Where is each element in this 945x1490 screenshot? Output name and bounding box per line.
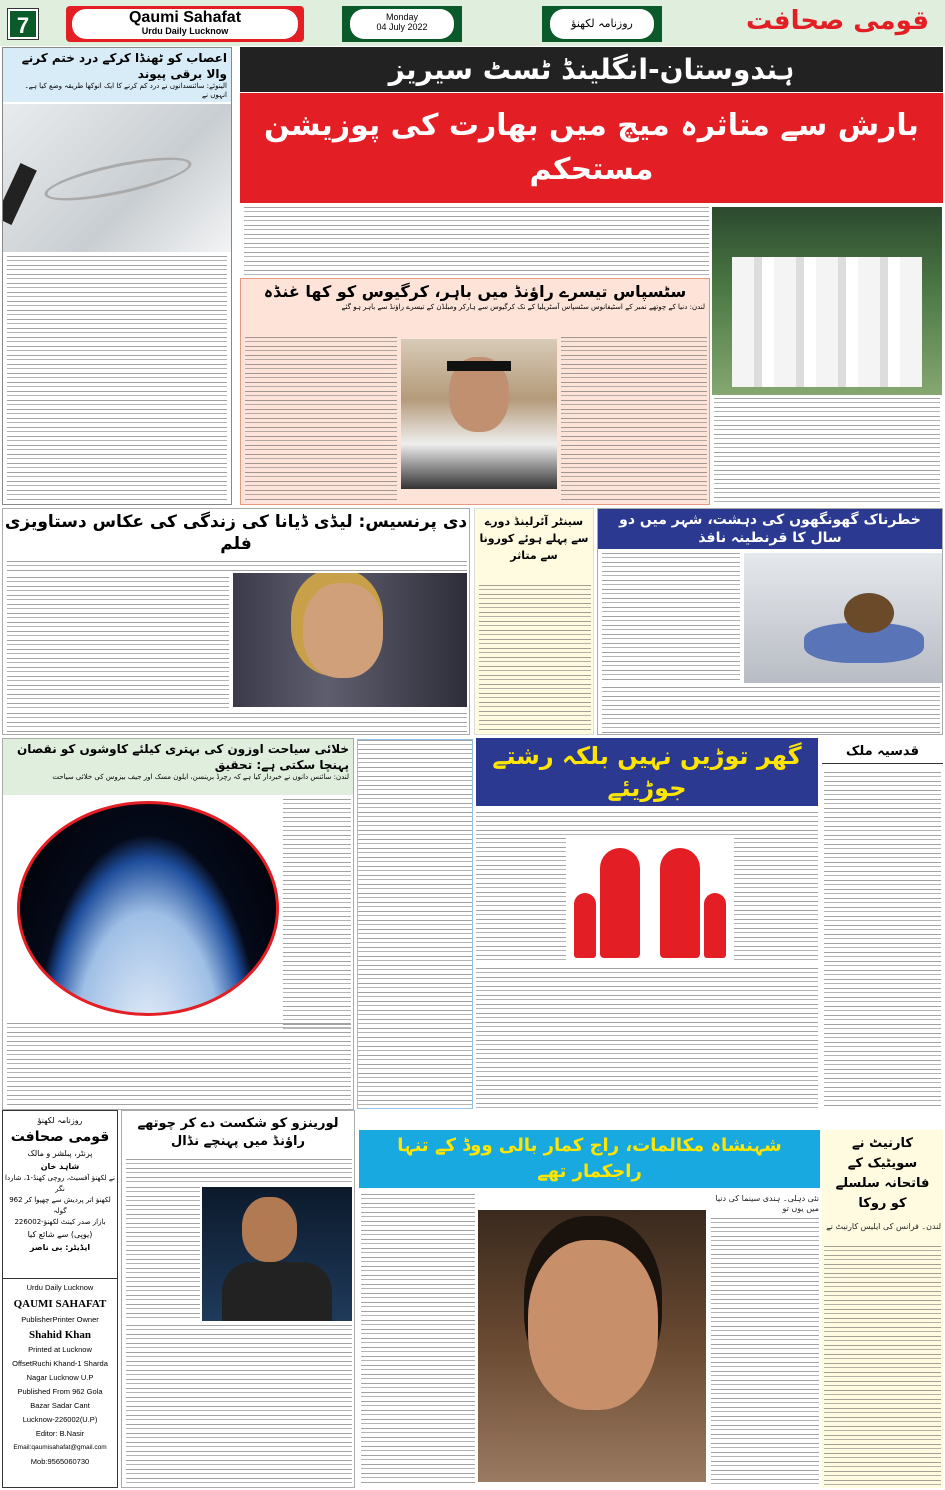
body-text (602, 553, 740, 683)
cricket-headline: بارش سے متاثرہ میچ میں بھارت کی پوزیشن مستحکم (240, 93, 943, 203)
lead: لندن: دنیا کے چوتھے نمبر کے اسٹیفانوس سٹسپاس آسٹریلیا کے نک کرگیوس سے ہارکر ومبلڈن کے تیسرے راؤنڈ سے باہر ہو گئے (341, 303, 705, 311)
imprint-ur: شاہد خان (40, 1162, 80, 1171)
cricket-photo (712, 207, 942, 395)
imprint-en: Printed at Lucknow (28, 1345, 92, 1354)
imprint-en: Editor: B.Nasir (35, 1429, 85, 1438)
body-text (602, 687, 940, 733)
body-text (824, 772, 941, 1108)
headline: لورینزو کو شکست دے کر چوتھے راؤنڈ میں پہنچے نڈال (137, 1116, 339, 1149)
headline: دی پرنسیس: لیڈی ڈیانا کی زندگی کی عکاس دستاویزی فلم (4, 512, 468, 554)
imprint-ur: بازار صدر کینٹ لکھنؤ-226002 (14, 1218, 106, 1226)
body-text (7, 577, 229, 709)
column-qudsia (822, 740, 943, 1110)
article-family (476, 738, 818, 1110)
imprint-ur: (یوپی) سے شائع کیا (27, 1230, 93, 1239)
body-text (7, 561, 467, 571)
article-ireland (474, 508, 594, 735)
body-text (283, 799, 351, 1031)
headline: خلائی سیاحت اوزون کی بہتری کیلئے کاوشوں کو نقصان پہنچا سکتی ہے: تحقیق (16, 742, 349, 772)
article-garcia (822, 1130, 943, 1488)
lead: الینوئے: سائنسدانوں نے درد کم کرنے کا ایک انوکھا طریقہ وضع کیا ہے۔ انہوں نے (24, 82, 227, 99)
headline: شہنشاہ مکالمات، راج کمار بالی ووڈ کے تنہا راجکمار تھے (359, 1130, 820, 1188)
lead: لندن: سائنس دانوں نے خبردار کیا ہے کہ رچرڈ برینسن، ایلون مسک اور جیف بیزوس کی خلائی سیاحت (52, 773, 349, 781)
cricket-kicker: ہندوستان-انگلینڈ ٹسٹ سیریز (240, 47, 943, 92)
imprint-ur: ایڈیٹر: بی ناصر (29, 1243, 91, 1252)
imprint-en: OffsetRuchi Khand-1 Sharda (12, 1359, 108, 1368)
page-number: 7 (8, 9, 38, 39)
rajkumar-photo (478, 1210, 706, 1482)
earth-photo (17, 801, 279, 1016)
imprint-en: Mob:9565060730 (30, 1457, 90, 1466)
imprint-en: PublisherPrinter Owner (21, 1315, 99, 1324)
imprint-en: Email:qaumisahafat@gmail.com (13, 1444, 107, 1451)
body-text (476, 968, 818, 1108)
body-text (361, 1194, 475, 1486)
imprint-ur: روزنامہ لکھنؤ (37, 1116, 83, 1125)
day: Monday (385, 12, 419, 22)
headline: خطرناک گھونگھوں کی دہشت، شہر میں دو سال کا قرنطینہ نافذ (598, 509, 942, 549)
imprint-en: QAUMI SAHAFAT (13, 1298, 107, 1310)
headline: سٹسپاس تیسرے راؤنڈ میں باہر، کرگیوس کو کھا غنڈہ (263, 282, 687, 301)
imprint-ur: لکھنؤ اتر پردیش سے چھپوا کر 962 گولہ (9, 1196, 111, 1215)
imprint-ur: قومی صحافت (10, 1129, 110, 1145)
headline: گھر توڑیں نہیں بلکہ رشتے جوڑیئے (476, 738, 818, 806)
imprint-en: Published From 962 Gola (17, 1387, 103, 1396)
article-nerve-patch (2, 47, 232, 505)
lead: نئی دہلی۔ ہندی سینما کی دنیا میں یوں تو (711, 1194, 819, 1214)
lead: لندن۔ فرانس کی ایلیس کارنیٹ نے (824, 1222, 941, 1232)
family-illustration (570, 838, 730, 963)
body-text (245, 337, 397, 503)
patch-photo (3, 104, 231, 252)
imprint-ur: نے لکھنؤ آفسیٹ، روچی کھنڈ-1، شاردا نگر (5, 1174, 115, 1193)
article-snails (597, 508, 943, 735)
body-text (126, 1325, 352, 1485)
body-text (476, 812, 818, 836)
article-rajkumar (359, 1130, 820, 1488)
snail-photo (744, 553, 942, 683)
date-box (342, 6, 462, 42)
headline: سینٹر آئرلینڈ دورے سے پہلے ہوئے کورونا سے متاثر (479, 515, 589, 562)
tsitsipas-photo (401, 339, 557, 489)
article-space (2, 738, 354, 1110)
diana-photo (233, 573, 467, 707)
body-text (734, 838, 818, 963)
column-text (358, 740, 472, 1108)
nadal-photo (202, 1187, 352, 1321)
body-text (561, 337, 707, 503)
article-tsitsipas (240, 278, 710, 505)
body-text (711, 1218, 819, 1486)
cricket-body-2 (714, 398, 940, 502)
imprint-en: Nagar Lucknow U.P (26, 1373, 94, 1382)
masthead (0, 0, 945, 46)
body-text (479, 585, 591, 733)
headline: کارنیٹ نے سویٹیک کے فاتحانہ سلسلے کو روکا (835, 1136, 930, 1211)
name-en: Qaumi Sahafat (128, 9, 242, 26)
imprint-ur: پرنٹر، پبلشر و مالک (27, 1149, 93, 1158)
english-nameplate (66, 6, 304, 42)
article-diana (2, 508, 470, 735)
body-text (126, 1187, 200, 1321)
imprint-en: Bazar Sadar Cant (30, 1401, 90, 1410)
cricket-body (244, 207, 709, 275)
body-text (7, 256, 227, 502)
imprint-en: Lucknow-226002(U.P) (22, 1415, 98, 1424)
roznama-box (542, 6, 662, 42)
body-text (7, 713, 467, 733)
author: قدسیہ ملک (822, 740, 943, 764)
imprint-en: Shahid Khan (28, 1329, 92, 1341)
imprint-en: Urdu Daily Lucknow (26, 1283, 94, 1292)
body-text (126, 1159, 352, 1183)
body-text (476, 838, 566, 963)
name-ur: قومی صحافت (746, 6, 929, 36)
headline: اعصاب کو ٹھنڈا کرکے درد ختم کرنے والا برقی پیوند (21, 51, 227, 81)
article-nadal (121, 1110, 355, 1488)
tagline-en: Urdu Daily Lucknow (141, 26, 229, 36)
imprint-box (2, 1110, 118, 1488)
roznama: روزنامہ لکھنؤ (550, 9, 654, 39)
body-text (7, 1023, 351, 1107)
date: 04 July 2022 (376, 22, 428, 32)
body-text (824, 1246, 941, 1486)
